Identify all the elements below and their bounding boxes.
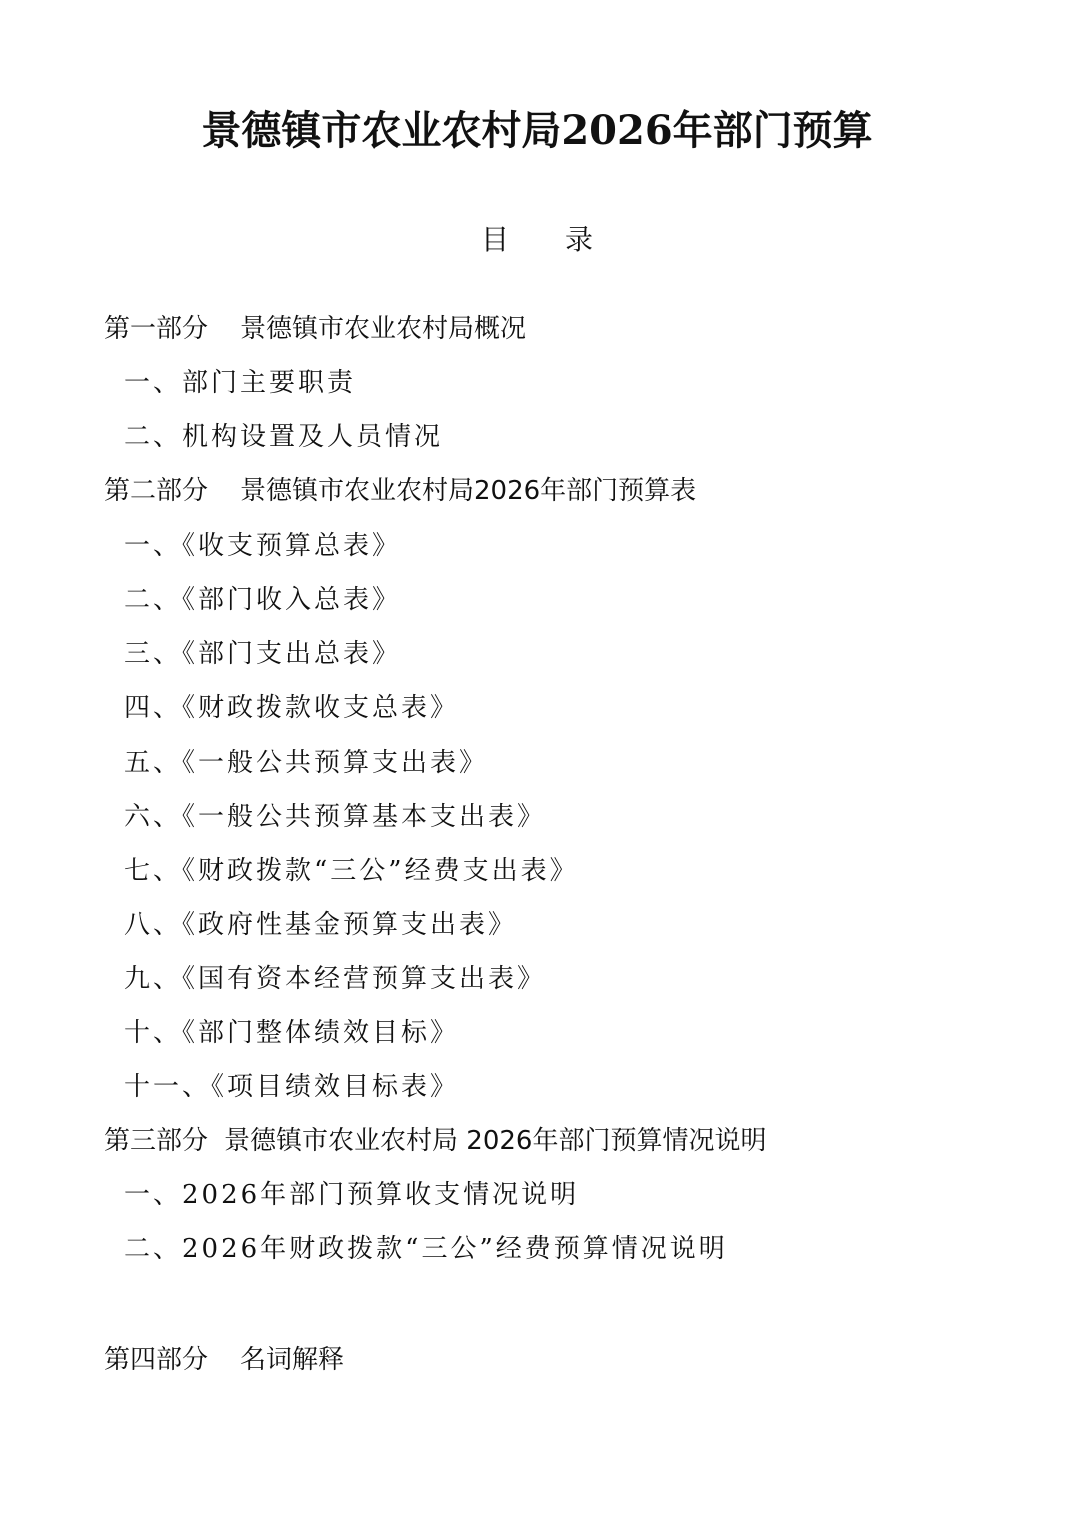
toc-item: 一、《收支预算总表》	[124, 531, 402, 561]
toc-item: 三、《部门支出总表》	[124, 639, 402, 669]
toc-heading-right: 录	[565, 223, 594, 256]
toc-part-3	[104, 1124, 766, 1158]
toc-part-title: 名词解释	[240, 1345, 345, 1375]
toc-item: 五、《一般公共预算支出表》	[124, 748, 489, 778]
toc-item: 十、《部门整体绩效目标》	[124, 1018, 460, 1048]
toc-part-label: 第二部分	[104, 476, 209, 506]
toc-heading-left: 目	[480, 223, 509, 256]
toc-item: 一、2026年部门预算收支情况说明	[124, 1180, 580, 1210]
toc-part-1	[104, 312, 526, 346]
document-title: 景德镇市农业农村局2026年部门预算	[201, 107, 873, 154]
toc-part-4	[104, 1343, 344, 1377]
toc-part-label: 第四部分	[104, 1345, 209, 1375]
toc-item: 九、《国有资本经营预算支出表》	[124, 964, 547, 994]
toc-item: 十一、《项目绩效目标表》	[124, 1072, 460, 1102]
toc-heading	[0, 222, 1074, 258]
toc-part-title: 景德镇市农业农村局2026年部门预算表	[240, 476, 697, 506]
toc-item: 一、部门主要职责	[124, 368, 357, 398]
toc-part-title: 景德镇市农业农村局 2026年部门预算情况说明	[224, 1126, 767, 1156]
toc-item: 六、《一般公共预算基本支出表》	[124, 802, 547, 832]
toc-item: 二、2026年财政拨款“三公”经费预算情况说明	[124, 1234, 728, 1264]
toc-part-title: 景德镇市农业农村局概况	[240, 314, 527, 344]
toc-item: 二、机构设置及人员情况	[124, 422, 444, 452]
toc-item: 四、《财政拨款收支总表》	[124, 693, 460, 723]
toc-item: 七、《财政拨款“三公”经费支出表》	[124, 856, 579, 886]
toc-part-label: 第三部分	[104, 1126, 209, 1156]
toc-item: 二、《部门收入总表》	[124, 585, 402, 615]
toc-part-2	[104, 474, 696, 508]
toc-part-label: 第一部分	[104, 314, 209, 344]
toc-item: 八、《政府性基金预算支出表》	[124, 910, 518, 940]
